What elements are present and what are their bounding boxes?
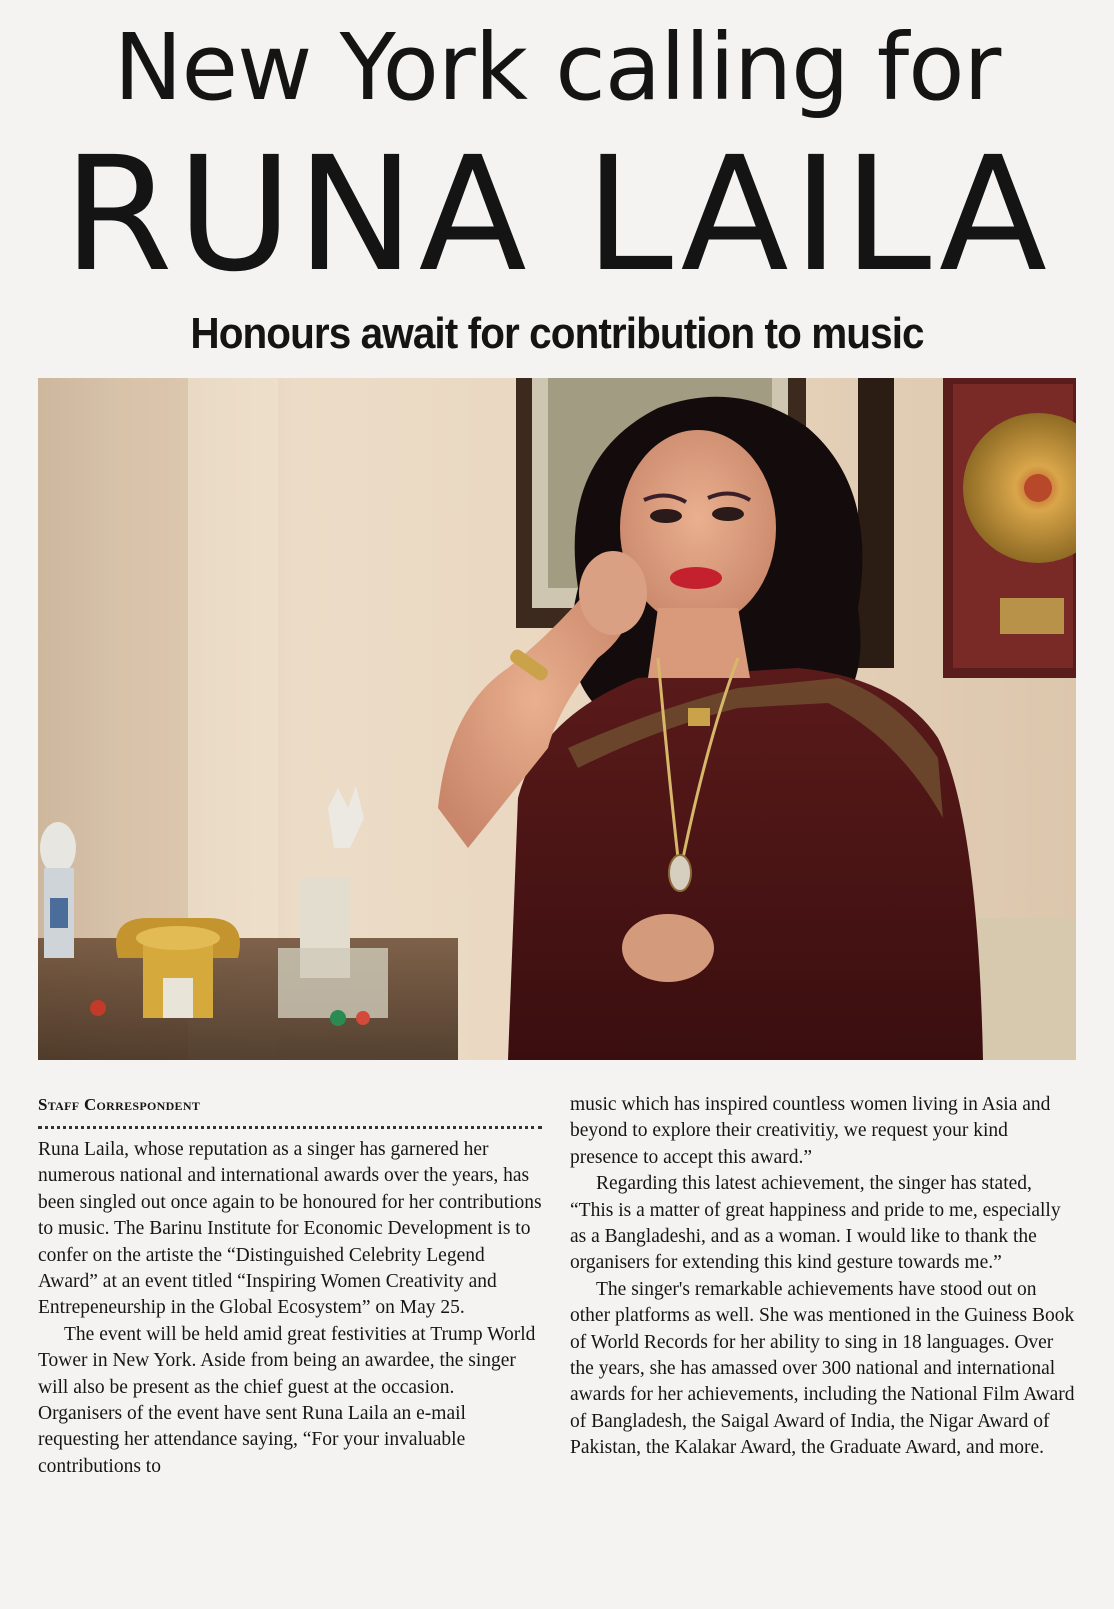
byline-divider bbox=[38, 1126, 542, 1129]
headline-line-2: RUNA LAILA bbox=[63, 123, 1051, 307]
paragraph: music which has inspired countless women living in Asia and beyond to explore their creativitiy, we request your kind presence to accept this award.” bbox=[570, 1094, 1051, 1168]
paragraph: The singer's remarkable achievements have stood out on other platforms as well. She was mentioned in the Guiness Book of World Records for her ability to sing in 18 languages. Over the years, she has amassed over 300 national and international awards for her achievements, including the National Film Award of Bangladesh, the Saigal Award of India, the Nigar Award of Pakistan, the Kalakar Award, the Graduate Award, and more. bbox=[570, 1278, 1075, 1459]
paragraph: Regarding this latest achievement, the singer has stated, “This is a matter of great happiness and pride to me, especially as a Bangladeshi, and as a woman. I would like to thank the organisers for extending this kind gesture towards me.” bbox=[570, 1173, 1061, 1274]
headline-line-1: New York calling for bbox=[113, 14, 1001, 121]
paragraph: The event will be held amid great festivities at Trump World Tower in New York. Aside from being an awardee, the singer will also be present as the chief guest at the occasion. Organisers of the event have sent Runa Laila an e-mail requesting her attendance saying, “For your invaluable contributions to bbox=[38, 1323, 536, 1477]
paragraph: Runa Laila, whose reputation as a singer has garnered her numerous national and international awards over the years, has been singled out once again to be honoured for her contributions to music. The Barinu Institute for Economic Development is to confer on the artiste the “Distinguished Celebrity Legend Award” at an event titled “Inspiring Women Creativity and Entrepeneurship in the Global Ecosystem” on May 25. bbox=[38, 1139, 542, 1319]
article-column-right bbox=[570, 1092, 1076, 1462]
subheadline: Honours await for contribution to music bbox=[190, 309, 924, 358]
article-photo bbox=[38, 378, 1076, 1060]
article-column-left bbox=[38, 1092, 542, 1480]
byline: Staff Correspondent bbox=[38, 1095, 201, 1114]
